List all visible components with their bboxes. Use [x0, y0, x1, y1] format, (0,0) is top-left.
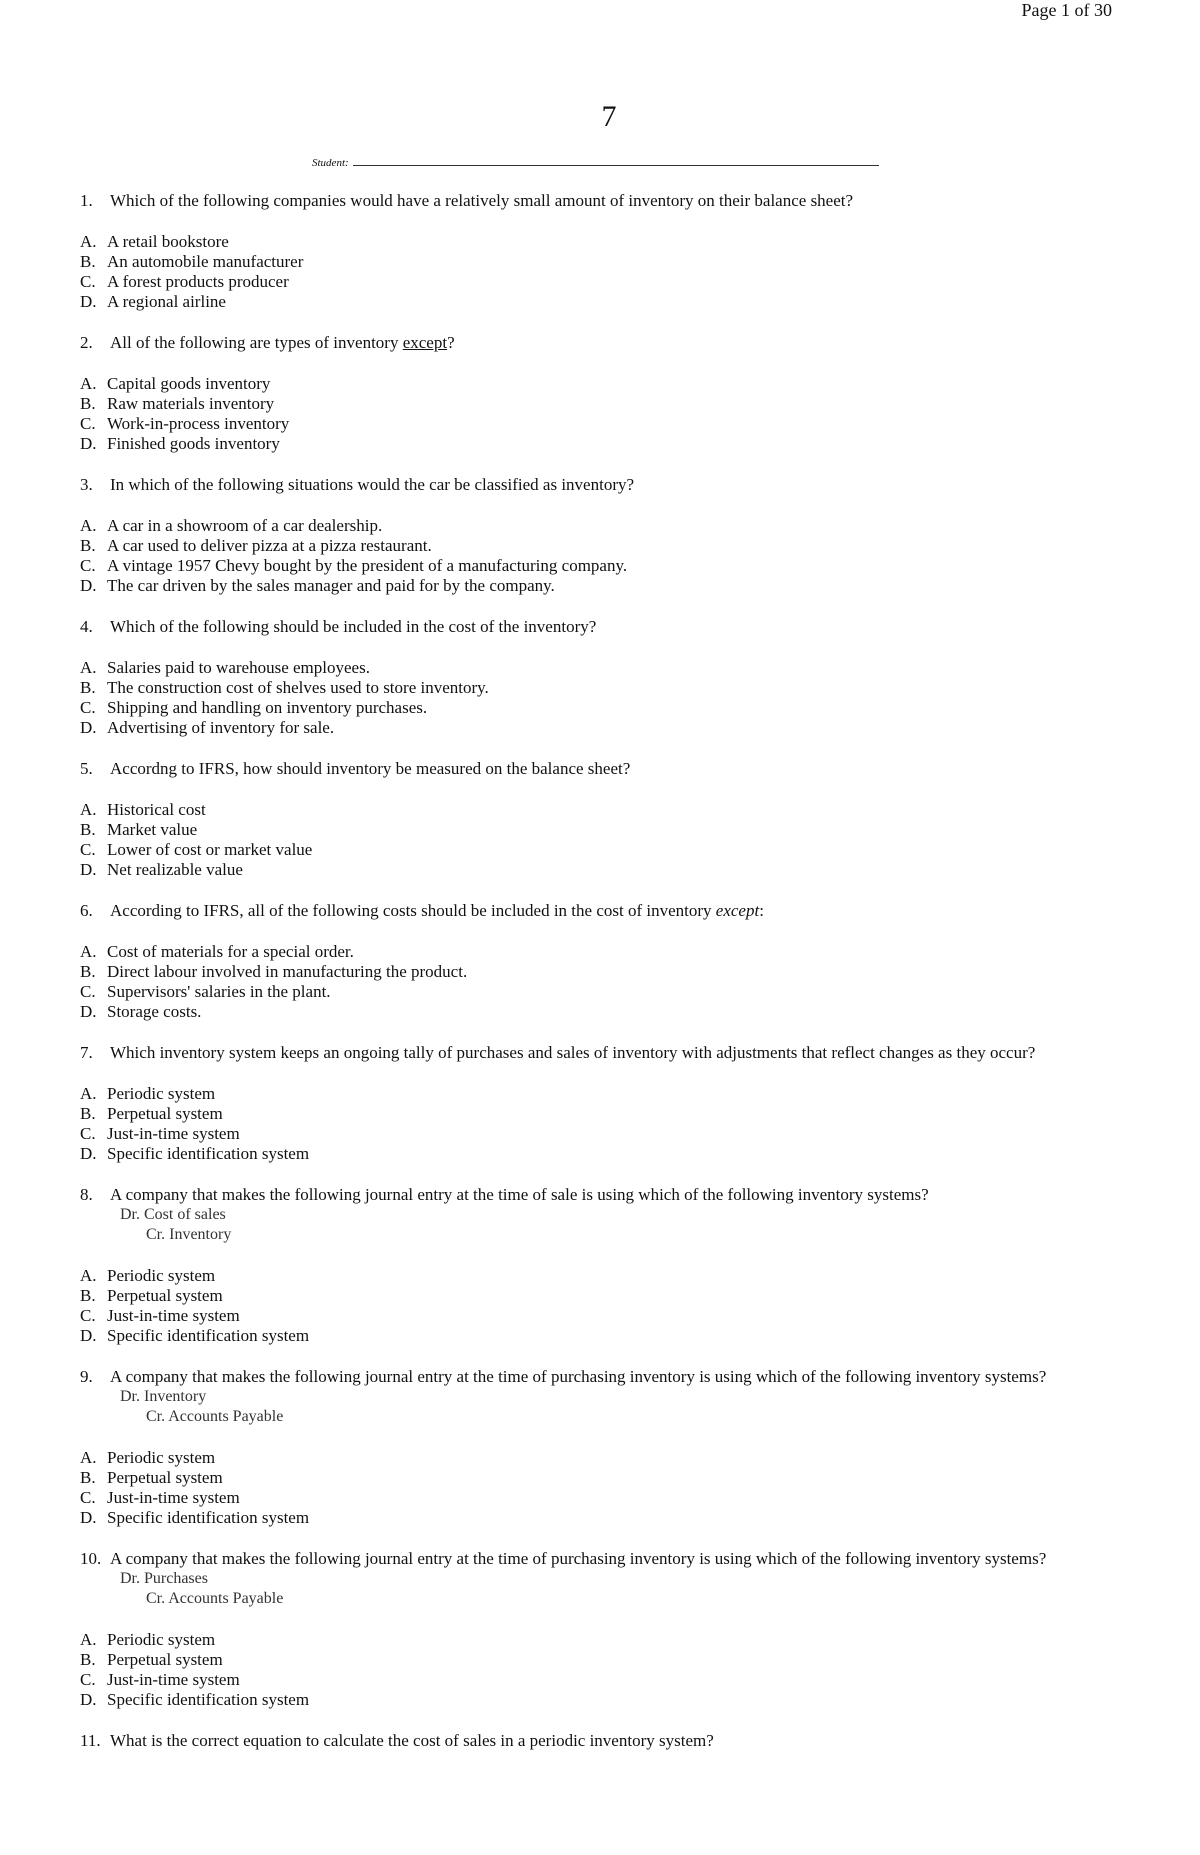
option-text: The construction cost of shelves used to store inventory. [107, 678, 489, 697]
answer-option[interactable] [80, 292, 1130, 312]
option-letter: D. [80, 1326, 97, 1345]
question-item [80, 901, 1130, 1022]
answer-option[interactable] [80, 1002, 1130, 1022]
option-text: Just-in-time system [107, 1670, 240, 1689]
journal-entry [120, 1569, 1130, 1609]
question-number: 11. [80, 1731, 101, 1750]
option-text: A forest products producer [107, 272, 289, 291]
option-letter: C. [80, 272, 96, 291]
answer-option[interactable] [80, 1286, 1130, 1306]
answer-option[interactable] [80, 718, 1130, 738]
answer-option[interactable] [80, 1084, 1130, 1104]
option-text: Raw materials inventory [107, 394, 275, 413]
question-item [80, 333, 1130, 454]
question-number: 9. [80, 1367, 93, 1386]
answer-option[interactable] [80, 252, 1130, 272]
answer-option[interactable] [80, 414, 1130, 434]
student-label: Student: [312, 157, 349, 169]
answer-option[interactable] [80, 1508, 1130, 1528]
option-text: A retail bookstore [107, 232, 229, 251]
option-letter: A. [80, 516, 97, 535]
question-text: In which of the following situations would the car be classified as inventory? [110, 475, 635, 494]
question-stem [80, 191, 1130, 211]
question-stem [80, 1043, 1130, 1063]
option-letter: C. [80, 414, 96, 433]
option-text: Lower of cost or market value [107, 840, 313, 859]
answer-option[interactable] [80, 1326, 1130, 1346]
emphasis-word: except [715, 901, 760, 920]
question-text: A company that makes the following journal entry at the time of purchasing inventory is using which of the following inventory systems? [110, 1367, 1047, 1386]
answer-option[interactable] [80, 576, 1130, 596]
option-letter: A. [80, 942, 97, 961]
question-number: 5. [80, 759, 93, 778]
question-item [80, 1731, 1130, 1751]
option-letter: D. [80, 1002, 97, 1021]
question-item [80, 1367, 1130, 1528]
option-letter: B. [80, 1286, 96, 1305]
answer-option[interactable] [80, 1124, 1130, 1144]
option-text: Specific identification system [107, 1326, 310, 1345]
question-item [80, 1185, 1130, 1346]
option-letter: D. [80, 860, 97, 879]
question-number: 1. [80, 191, 93, 210]
answer-option[interactable] [80, 658, 1130, 678]
option-text: Specific identification system [107, 1508, 310, 1527]
option-letter: C. [80, 1670, 96, 1689]
option-text: A car in a showroom of a car dealership. [107, 516, 383, 535]
option-text: Perpetual system [107, 1286, 223, 1305]
option-text: Just-in-time system [107, 1124, 240, 1143]
question-stem [80, 1185, 1130, 1205]
answer-option[interactable] [80, 1306, 1130, 1326]
option-letter: B. [80, 536, 96, 555]
option-text: A vintage 1957 Chevy bought by the president of a manufacturing company. [107, 556, 628, 575]
question-item [80, 1549, 1130, 1710]
answer-option[interactable] [80, 840, 1130, 860]
question-stem [80, 333, 1130, 353]
answer-option[interactable] [80, 1468, 1130, 1488]
option-letter: C. [80, 1488, 96, 1507]
question-text: A company that makes the following journal entry at the time of sale is using which of the following inventory systems? [110, 1185, 929, 1204]
option-letter: C. [80, 698, 96, 717]
option-text: Periodic system [107, 1266, 216, 1285]
answer-option[interactable] [80, 800, 1130, 820]
page-number: Page 1 of 30 [1021, 0, 1112, 20]
option-letter: A. [80, 1266, 97, 1285]
journal-debit: Dr. Inventory [120, 1388, 207, 1405]
question-stem [80, 1367, 1130, 1387]
option-text: Finished goods inventory [107, 434, 280, 453]
option-letter: C. [80, 982, 96, 1001]
option-text: Periodic system [107, 1084, 216, 1103]
answer-option[interactable] [80, 556, 1130, 576]
journal-credit: Cr. Accounts Payable [146, 1408, 284, 1425]
question-text: Accordng to IFRS, how should inventory be measured on the balance sheet? [110, 759, 631, 778]
option-letter: D. [80, 576, 97, 595]
option-letter: C. [80, 840, 96, 859]
journal-credit: Cr. Accounts Payable [146, 1590, 284, 1607]
option-text: Specific identification system [107, 1144, 310, 1163]
option-text: Periodic system [107, 1630, 216, 1649]
option-letter: B. [80, 394, 96, 413]
answer-option[interactable] [80, 272, 1130, 292]
option-letter: C. [80, 556, 96, 575]
answer-option[interactable] [80, 1690, 1130, 1710]
option-text: An automobile manufacturer [107, 252, 304, 271]
journal-entry [120, 1205, 1130, 1245]
answer-option[interactable] [80, 1266, 1130, 1286]
journal-credit: Cr. Inventory [146, 1226, 232, 1243]
option-text: Just-in-time system [107, 1488, 240, 1507]
question-item [80, 759, 1130, 880]
option-letter: A. [80, 800, 97, 819]
option-letter: D. [80, 1508, 97, 1527]
question-text: According to IFRS, all of the following costs should be included in the cost of inventory except: [110, 901, 764, 920]
question-text: Which of the following companies would have a relatively small amount of inventory on their balance sheet? [110, 191, 854, 210]
question-text: A company that makes the following journal entry at the time of purchasing inventory is using which of the following inventory systems? [110, 1549, 1047, 1568]
option-letter: D. [80, 1690, 97, 1709]
answer-option[interactable] [80, 374, 1130, 394]
answer-option[interactable] [80, 1670, 1130, 1690]
journal-debit: Dr. Cost of sales [120, 1206, 226, 1223]
question-number: 6. [80, 901, 93, 920]
option-text: Just-in-time system [107, 1306, 240, 1325]
answer-option[interactable] [80, 860, 1130, 880]
option-letter: B. [80, 820, 96, 839]
question-item [80, 617, 1130, 738]
question-text: Which of the following should be included in the cost of the inventory? [110, 617, 597, 636]
question-stem [80, 475, 1130, 495]
emphasis-word: except [402, 333, 448, 352]
option-letter: A. [80, 1084, 97, 1103]
journal-debit: Dr. Purchases [120, 1570, 208, 1587]
answer-option[interactable] [80, 434, 1130, 454]
option-text: Direct labour involved in manufacturing the product. [107, 962, 468, 981]
option-letter: B. [80, 678, 96, 697]
question-number: 8. [80, 1185, 93, 1204]
answer-option[interactable] [80, 1630, 1130, 1650]
answer-option[interactable] [80, 394, 1130, 414]
option-letter: B. [80, 1650, 96, 1669]
option-text: Perpetual system [107, 1650, 223, 1669]
question-text: What is the correct equation to calculate the cost of sales in a periodic inventory system? [110, 1731, 714, 1750]
question-item [80, 475, 1130, 596]
option-letter: A. [80, 1448, 97, 1467]
answer-option[interactable] [80, 536, 1130, 556]
option-letter: D. [80, 718, 97, 737]
option-text: Shipping and handling on inventory purchases. [107, 698, 428, 717]
question-item [80, 1043, 1130, 1164]
question-number: 7. [80, 1043, 93, 1062]
answer-option[interactable] [80, 516, 1130, 536]
option-letter: A. [80, 232, 97, 251]
option-text: Perpetual system [107, 1468, 223, 1487]
option-letter: A. [80, 658, 97, 677]
option-text: A regional airline [107, 292, 226, 311]
question-number: 3. [80, 475, 93, 494]
option-text: Market value [107, 820, 198, 839]
question-stem [80, 1549, 1130, 1569]
answer-option[interactable] [80, 820, 1130, 840]
option-letter: C. [80, 1124, 96, 1143]
answer-option[interactable] [80, 1144, 1130, 1164]
option-text: Perpetual system [107, 1104, 223, 1123]
option-letter: B. [80, 962, 96, 981]
question-number: 2. [80, 333, 93, 352]
option-letter: C. [80, 1306, 96, 1325]
journal-entry [120, 1387, 1130, 1427]
option-letter: B. [80, 1468, 96, 1487]
question-stem [80, 901, 1130, 921]
option-text: Historical cost [107, 800, 206, 819]
option-text: Periodic system [107, 1448, 216, 1467]
chapter-title: 7 [601, 100, 617, 133]
answer-option[interactable] [80, 678, 1130, 698]
option-letter: A. [80, 1630, 97, 1649]
question-stem [80, 617, 1130, 637]
answer-option[interactable] [80, 1448, 1130, 1468]
question-number: 4. [80, 617, 93, 636]
option-text: Specific identification system [107, 1690, 310, 1709]
student-name-field[interactable] [353, 155, 879, 166]
option-letter: D. [80, 292, 97, 311]
question-stem [80, 1731, 1130, 1751]
question-item [80, 191, 1130, 312]
answer-option[interactable] [80, 982, 1130, 1002]
answer-option[interactable] [80, 962, 1130, 982]
answer-option[interactable] [80, 1650, 1130, 1670]
answer-option[interactable] [80, 698, 1130, 718]
answer-option[interactable] [80, 1488, 1130, 1508]
option-text: Work-in-process inventory [107, 414, 290, 433]
option-text: Storage costs. [107, 1002, 202, 1021]
question-stem [80, 759, 1130, 779]
question-list [80, 191, 1130, 1772]
answer-option[interactable] [80, 232, 1130, 252]
student-name-line [312, 155, 879, 169]
option-text: Supervisors' salaries in the plant. [107, 982, 331, 1001]
option-text: The car driven by the sales manager and paid for by the company. [107, 576, 555, 595]
question-number: 10. [80, 1549, 102, 1568]
option-letter: B. [80, 252, 96, 271]
option-text: A car used to deliver pizza at a pizza restaurant. [107, 536, 432, 555]
answer-option[interactable] [80, 942, 1130, 962]
option-text: Salaries paid to warehouse employees. [107, 658, 370, 677]
question-text: All of the following are types of inventory except? [110, 333, 455, 352]
option-text: Net realizable value [107, 860, 243, 879]
option-text: Advertising of inventory for sale. [107, 718, 335, 737]
option-letter: D. [80, 1144, 97, 1163]
option-letter: A. [80, 374, 97, 393]
option-text: Capital goods inventory [107, 374, 271, 393]
answer-option[interactable] [80, 1104, 1130, 1124]
question-text: Which inventory system keeps an ongoing tally of purchases and sales of inventory with adjustments that reflect changes as they occur? [110, 1043, 1036, 1062]
option-text: Cost of materials for a special order. [107, 942, 354, 961]
option-letter: B. [80, 1104, 96, 1123]
option-letter: D. [80, 434, 97, 453]
